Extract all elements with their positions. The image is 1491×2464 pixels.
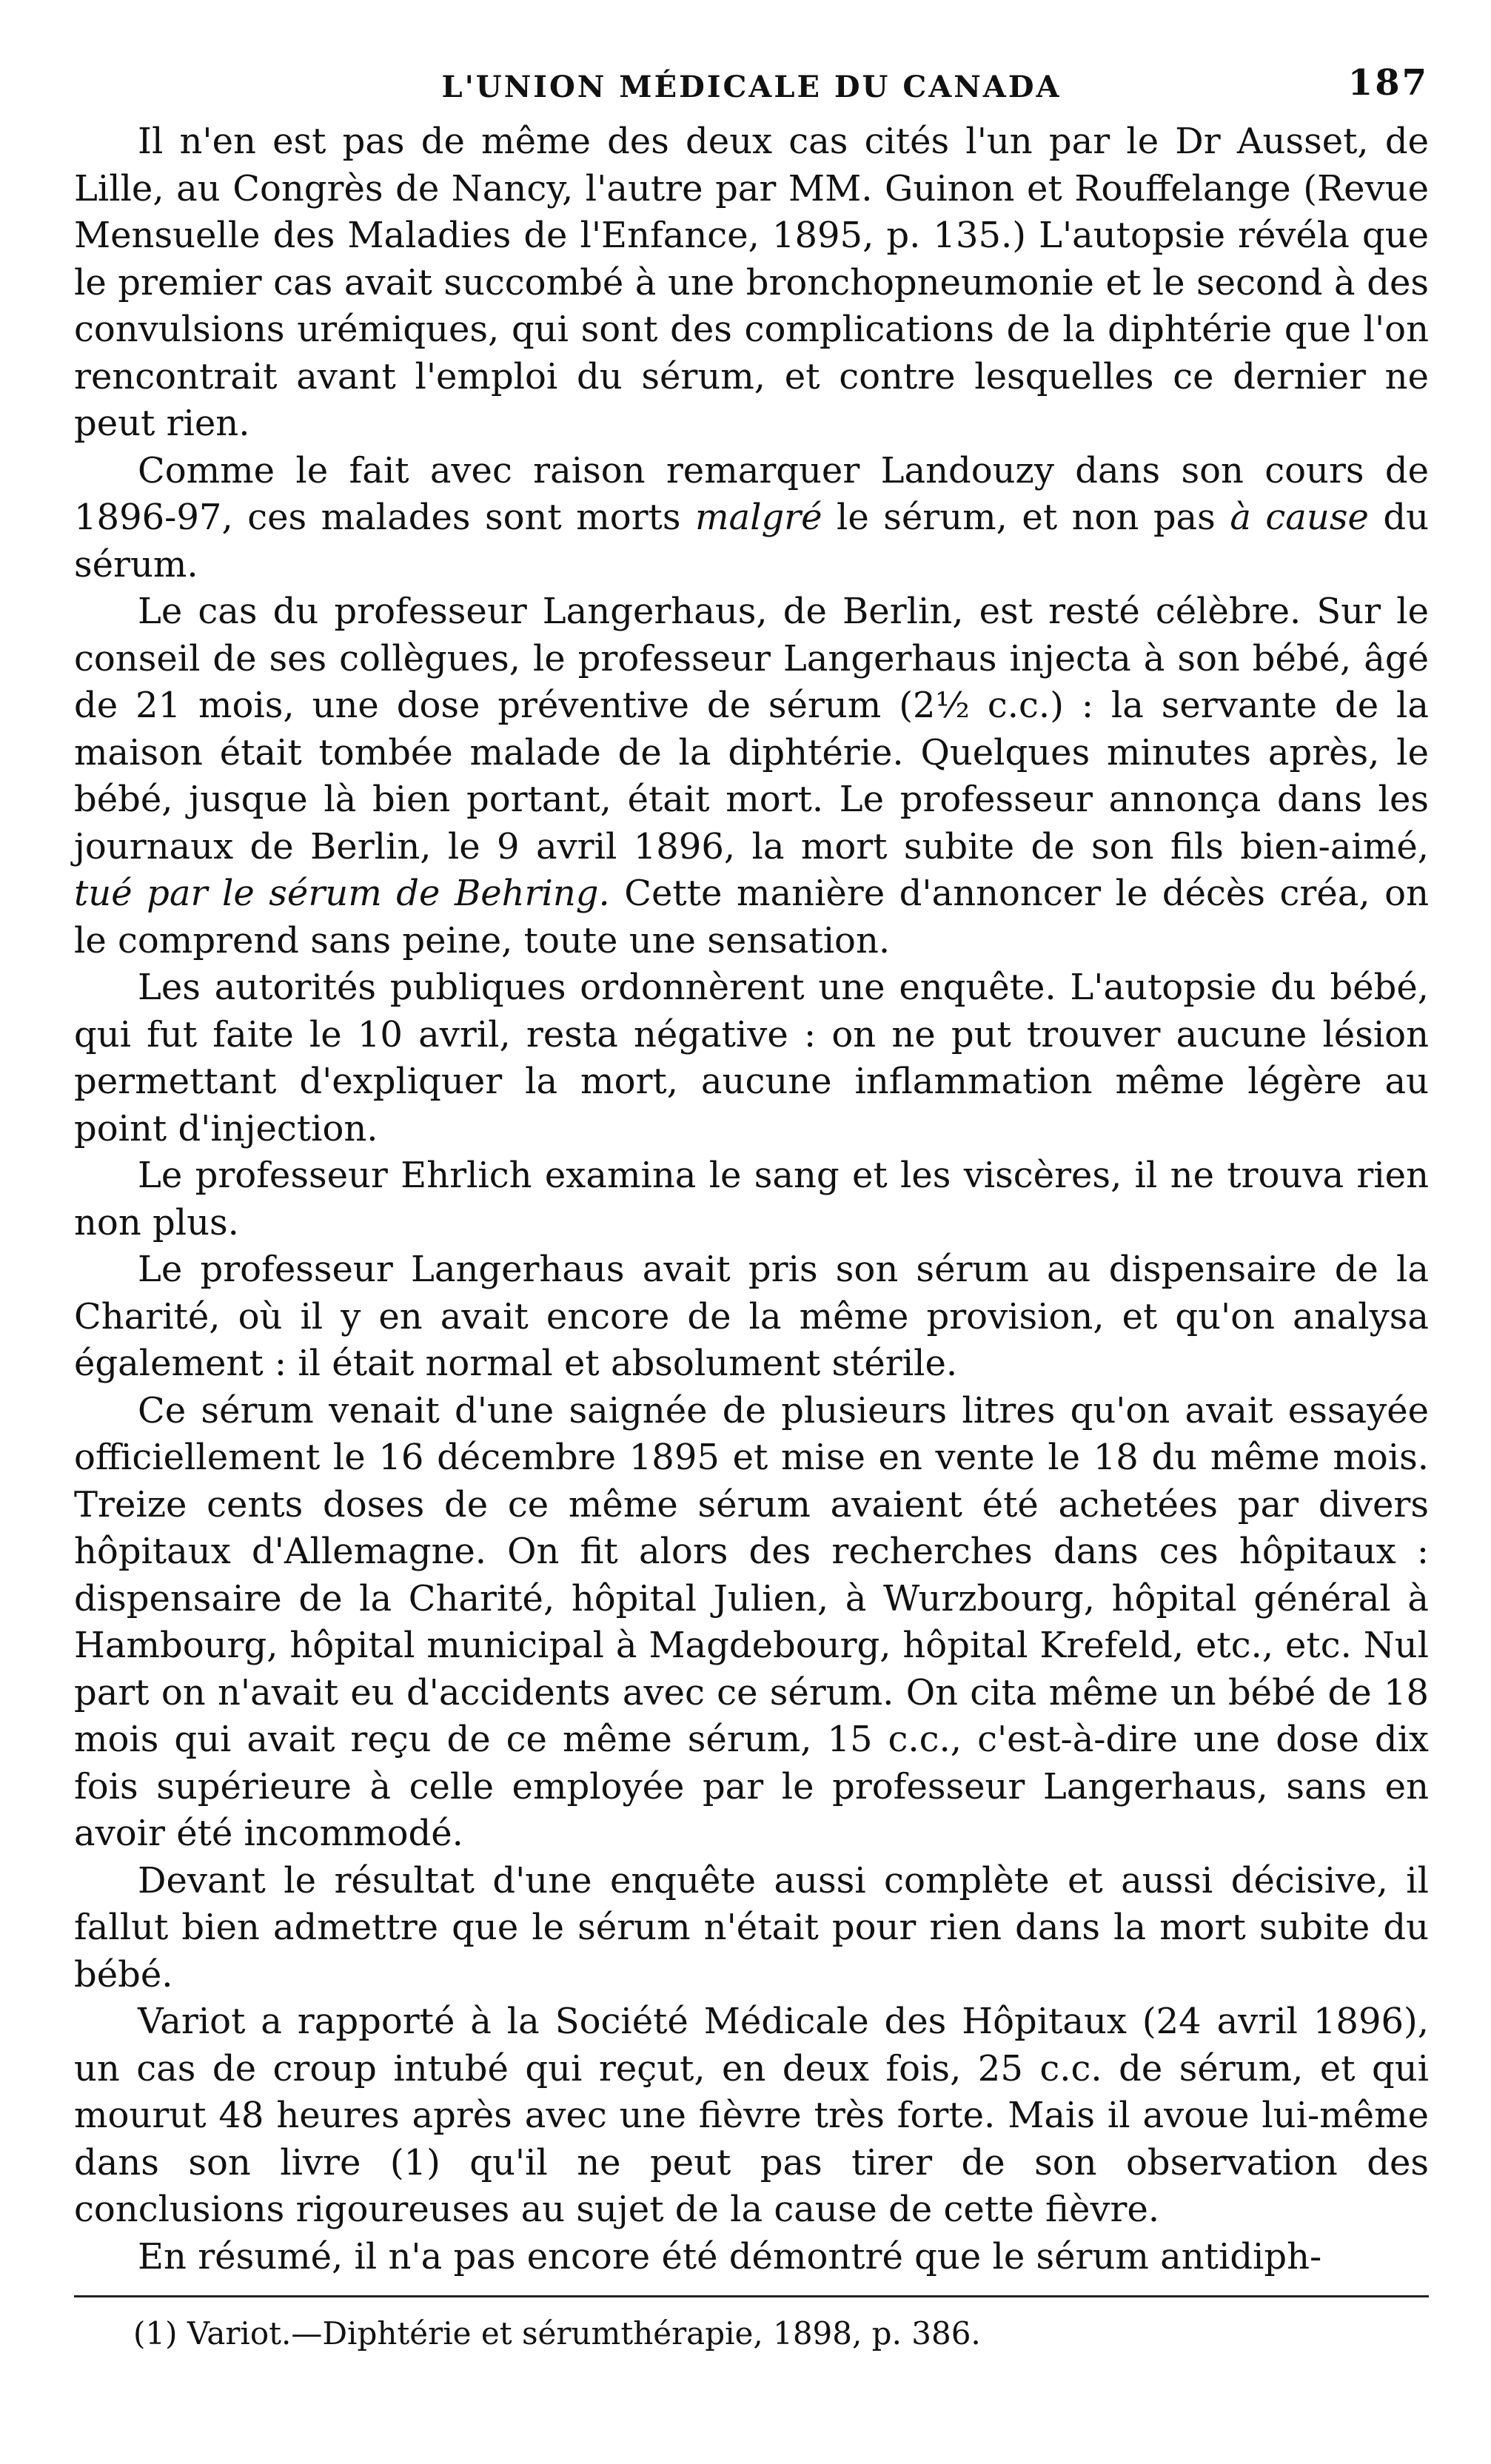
paragraph-variot: Variot a rapporté à la Société Médicale des Hôpitaux (24 avril 1896), un cas de croup intubé qui reçut, en deux fois, 25 c.c. de sérum, et qui mourut 48 heures après avec une fièvre très forte. Mais il avoue lui-même dans son livre (1) qu'il ne peut pas tirer de son observation des conclusions rigoureuses au sujet de la cause de cette fièvre.: [74, 2001, 1429, 2230]
italic-quote-behring: tué par le sérum de Behring.: [74, 873, 610, 914]
footnote: (1) Variot.—Diphtérie et sérumthérapie, 1898, p. 386.: [133, 2315, 981, 2351]
article-body: [74, 118, 1429, 2280]
paragraph-serum-origin: Ce sérum venait d'une saignée de plusieurs litres qu'on avait essayée officiellement le 16 décembre 1895 et mise en vente le 18 du même mois. Treize cents doses de ce même sérum avaient été achetées par divers hôpitaux d'Allemagne. On fit alors des recherches dans ces hôpitaux : dispensaire de la Charité, hôpital Julien, à Wurzbourg, hôpital général à Hambourg, hôpital municipal à Magdebourg, hôpital Krefeld, etc., etc. Nul part on n'avait eu d'accidents avec ce sérum. On cita même un bébé de 18 mois qui avait reçu de ce même sérum, 15 c.c., c'est-à-dire une dose dix fois supérieure à celle employée par le professeur Langerhaus, sans en avoir été incommodé.: [74, 1389, 1429, 1854]
paragraph-conclusion-enquete: Devant le résultat d'une enquête aussi complète et aussi décisive, il fallut bien admettre que le sérum n'était pour rien dans la mort subite du bébé.: [74, 1859, 1429, 1995]
paragraph-langerhaus-case: [74, 588, 1429, 964]
text-run: Comme le fait avec raison remarquer Landouzy dans son cours de 1896-97, ces malades sont morts: [74, 449, 1429, 538]
running-title: L'UNION MÉDICALE DU CANADA: [441, 70, 1062, 104]
paragraph-resume: En résumé, il n'a pas encore été démontré que le sérum antidiph-: [138, 2235, 1322, 2277]
paragraph-ausset-cases: Il n'en est pas de même des deux cas cités l'un par le Dr Ausset, de Lille, au Congrès de Nancy, l'autre par MM. Guinon et Rouffelange (Revue Mensuelle des Maladies de l'Enfance, 1895, p. 135.) L'autopsie révéla que le premier cas avait succombé à une bronchopneumonie et le second à des convulsions urémiques, qui sont des complications de la diphtérie que l'on rencontrait avant l'emploi du sérum, et contre lesquelles ce dernier ne peut rien.: [74, 121, 1429, 444]
italic-a-cause: à cause: [1230, 497, 1369, 538]
paragraph-enquete: Les autorités publiques ordonnèrent une enquête. L'autopsie du bébé, qui fut faite le 10 avril, resta négative : on ne put trouver aucune lésion permettant d'expliquer la mort, aucune inflammation même légère au point d'injection.: [74, 967, 1429, 1149]
text-run: du sérum.: [74, 497, 1430, 585]
text-run: Cette manière d'annoncer le décès créa, on le comprend sans peine, toute une sensation.: [74, 873, 1429, 961]
paragraph-ehrlich: Le professeur Ehrlich examina le sang et les viscères, il ne trouva rien non plus.: [74, 1155, 1429, 1243]
text-run: le sérum, et non pas: [822, 497, 1230, 538]
paragraph-landouzy: [74, 448, 1429, 589]
italic-malgre: malgré: [694, 497, 822, 538]
document-page: [74, 52, 1429, 2355]
text-run: Le cas du professeur Langerhaus, de Berlin, est resté célèbre. Sur le conseil de ses collègues, le professeur Langerhaus injecta à son bébé, âgé de 21 mois, une dose préventive de sérum (2½ c.c.) : la servante de la maison était tombée malade de la diphtérie. Quelques minutes après, le bébé, jusque là bien portant, était mort. Le professeur annonça dans les journaux de Berlin, le 9 avril 1896, la mort subite de son fils bien-aimé,: [74, 591, 1429, 867]
running-header: [74, 52, 1429, 118]
paragraph-charite-serum: Le professeur Langerhaus avait pris son sérum au dispensaire de la Charité, où il y en avait encore de la même provision, et qu'on analysa également : il était normal et absolument stérile.: [74, 1249, 1429, 1384]
page-number: 187: [1347, 62, 1429, 104]
footnote-divider: [74, 2295, 1429, 2297]
